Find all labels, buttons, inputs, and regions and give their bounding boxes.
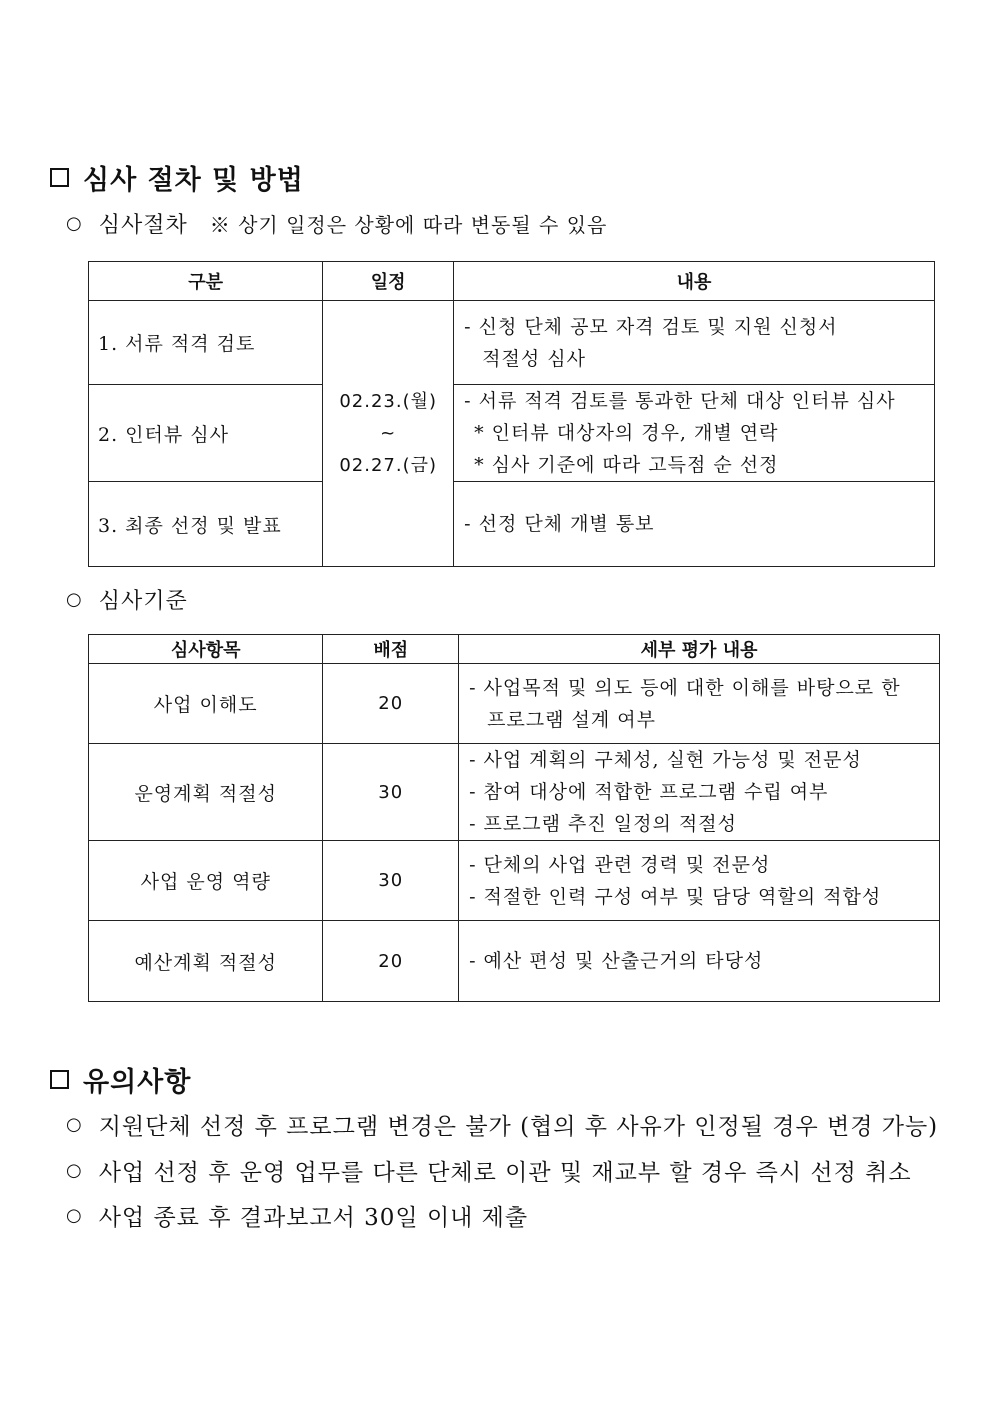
- content-line: 적절성 심사: [482, 347, 586, 370]
- content-line: * 인터뷰 대상자의 경우, 개별 연락: [474, 422, 779, 444]
- step-cell: 3. 최종 선정 및 발표: [89, 482, 323, 567]
- criteria-detail: [459, 744, 940, 841]
- criteria-score: 20: [323, 921, 459, 1002]
- criteria-detail: [459, 664, 940, 744]
- content-cell: [454, 482, 935, 567]
- schedule-end: 02.27.(금): [339, 454, 438, 476]
- content-line: - 서류 적격 검토를 통과한 단체 대상 인터뷰 심사: [464, 390, 896, 412]
- schedule-tilde: ~: [380, 422, 397, 444]
- criteria-table: [88, 634, 940, 1002]
- detail-line: - 참여 대상에 적합한 프로그램 수립 여부: [469, 781, 829, 803]
- detail-line: - 예산 편성 및 산출근거의 타당성: [469, 950, 764, 972]
- table-header-row: [89, 262, 935, 301]
- section-title-text: 유의사항: [83, 1067, 192, 1098]
- content-cell: [454, 385, 935, 482]
- schedule-note: ※ 상기 일정은 상황에 따라 변동될 수 있음: [209, 213, 608, 237]
- bullet-circle-icon: ○: [66, 213, 83, 234]
- criteria-item: 운영계획 적절성: [89, 744, 323, 841]
- content-cell: [454, 301, 935, 385]
- table-row: [89, 921, 940, 1002]
- detail-line: - 단체의 사업 관련 경력 및 전문성: [469, 853, 771, 876]
- criteria-item: 사업 운영 역량: [89, 841, 323, 921]
- table-header-row: [89, 635, 940, 664]
- notice-item: [66, 1154, 912, 1187]
- section-title-notice: [50, 1060, 191, 1099]
- criteria-score: 30: [323, 744, 459, 841]
- detail-line: - 적절한 인력 구성 여부 및 담당 역할의 적합성: [469, 885, 882, 908]
- subsection-criteria: [66, 584, 188, 615]
- detail-line: - 사업 계획의 구체성, 실현 가능성 및 전문성: [469, 749, 862, 771]
- header-item: 심사항목: [89, 635, 323, 664]
- content-line: - 선정 단체 개별 통보: [464, 513, 655, 535]
- header-content: 내용: [454, 262, 935, 301]
- section-title-review: [50, 158, 304, 197]
- content-line: - 신청 단체 공모 자격 검토 및 지원 신청서: [464, 315, 838, 338]
- header-schedule: 일정: [323, 262, 454, 301]
- table-row: [89, 301, 935, 385]
- notice-text: 지원단체 선정 후 프로그램 변경은 불가 (협의 후 사유가 인정될 경우 변경 가능): [98, 1114, 939, 1140]
- checkbox-square-icon: [50, 168, 69, 187]
- checkbox-square-icon: [50, 1070, 69, 1089]
- schedule-cell: [323, 301, 454, 567]
- header-category: 구분: [89, 262, 323, 301]
- detail-line: - 사업목적 및 의도 등에 대한 이해를 바탕으로 한: [469, 676, 901, 699]
- bullet-circle-icon: ○: [66, 1114, 83, 1135]
- criteria-score: 20: [323, 664, 459, 744]
- notice-item: [66, 1199, 528, 1232]
- criteria-item: 예산계획 적절성: [89, 921, 323, 1002]
- notice-text: 사업 선정 후 운영 업무를 다른 단체로 이관 및 재교부 할 경우 즉시 선정 취소: [98, 1160, 912, 1186]
- notice-item: [66, 1108, 938, 1141]
- criteria-detail: [459, 841, 940, 921]
- header-score: 배점: [323, 635, 459, 664]
- step-cell: 2. 인터뷰 심사: [89, 385, 323, 482]
- criteria-item: 사업 이해도: [89, 664, 323, 744]
- table-row: [89, 841, 940, 921]
- table-row: [89, 744, 940, 841]
- table-row: [89, 482, 935, 567]
- schedule-start: 02.23.(월): [339, 390, 438, 412]
- notice-text: 사업 종료 후 결과보고서 30일 이내 제출: [98, 1205, 529, 1231]
- header-detail: 세부 평가 내용: [459, 635, 940, 664]
- table-row: [89, 664, 940, 744]
- subsection-procedure: [66, 208, 607, 239]
- bullet-circle-icon: ○: [66, 1205, 83, 1226]
- detail-line: 프로그램 설계 여부: [487, 708, 657, 731]
- table-row: [89, 385, 935, 482]
- bullet-circle-icon: ○: [66, 1160, 83, 1181]
- step-cell: 1. 서류 적격 검토: [89, 301, 323, 385]
- procedure-table: [88, 261, 935, 567]
- section-title-text: 심사 절차 및 방법: [83, 165, 304, 196]
- subsection-label: 심사기준: [98, 589, 188, 614]
- content-line: * 심사 기준에 따라 고득점 순 선정: [474, 454, 779, 476]
- detail-line: - 프로그램 추진 일정의 적절성: [469, 813, 737, 835]
- criteria-detail: [459, 921, 940, 1002]
- bullet-circle-icon: ○: [66, 589, 83, 610]
- subsection-label: 심사절차: [98, 213, 188, 238]
- criteria-score: 30: [323, 841, 459, 921]
